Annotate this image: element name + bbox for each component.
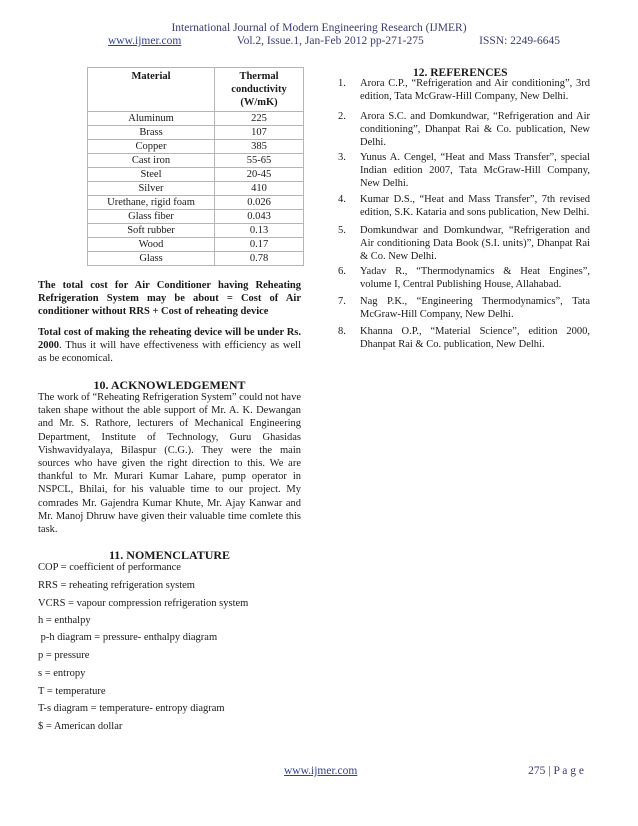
references-title: 12. REFERENCES: [413, 67, 508, 79]
table-cell-material: Steel: [88, 168, 215, 182]
table-cell-value: 107: [215, 126, 304, 140]
reference-number: 1.: [338, 78, 346, 89]
table-header-conductivity: [215, 68, 304, 112]
nomenclature-item: $ = American dollar: [38, 721, 123, 732]
table-cell-value: 0.026: [215, 196, 304, 210]
nomenclature-item: VCRS = vapour compression refrigeration system: [38, 598, 249, 609]
journal-issn: ISSN: 2249-6645: [479, 35, 560, 47]
table-cell-material: Glass: [88, 252, 215, 266]
table-cell-value: 20-45: [215, 168, 304, 182]
table-header-row: [88, 68, 304, 112]
journal-url-link[interactable]: www.ijmer.com: [108, 35, 182, 47]
reference-item: [338, 193, 590, 219]
reference-number: 4.: [338, 194, 346, 205]
table-row: [88, 140, 304, 154]
table-row: [88, 112, 304, 126]
reference-text: Kumar D.S., “Heat and Mass Transfer”, 7th revised edition, S.K. Kataria and sons publication, New Delhi.: [360, 194, 590, 219]
nomenclature-item: T-s diagram = temperature- entropy diagram: [38, 703, 225, 714]
journal-info-line: [108, 35, 560, 47]
reference-number: 5.: [338, 225, 346, 236]
table-row: [88, 196, 304, 210]
nomenclature-item: RRS = reheating refrigeration system: [38, 580, 195, 591]
total-cost-paragraph: The total cost for Air Conditioner having Reheating Refrigeration System may be about = Cost of Air conditioner without RRS + Cost of reheating device: [38, 280, 301, 318]
nomenclature-item: s = entropy: [38, 668, 86, 679]
thermal-conductivity-table: [87, 67, 304, 266]
table-row: [88, 210, 304, 224]
reference-number: 8.: [338, 326, 346, 337]
reference-text: Arora C.P., “Refrigeration and Air conditioning”, 3rd edition, Tata McGraw-Hill Company, New Delhi.: [360, 78, 590, 103]
table-cell-material: Brass: [88, 126, 215, 140]
footer-url-link[interactable]: www.ijmer.com: [284, 765, 358, 777]
reference-text: Arora S.C. and Domkundwar, “Refrigeration and Air conditioning”, Dhanpat Rai & Co. publication, New Delhi.: [360, 111, 590, 149]
reheating-cost-rest: . Thus it will have effectiveness with efficiency as well as be economical.: [38, 340, 301, 365]
reference-number: 3.: [338, 152, 346, 163]
table-row: [88, 252, 304, 266]
nomenclature-item: COP = coefficient of performance: [38, 562, 181, 573]
table-cell-value: 0.17: [215, 238, 304, 252]
reheating-cost-paragraph: [38, 326, 301, 366]
table-cell-material: Cast iron: [88, 154, 215, 168]
table-cell-value: 0.043: [215, 210, 304, 224]
table-row: [88, 126, 304, 140]
table-row: [88, 224, 304, 238]
nomenclature-item: T = temperature: [38, 686, 106, 697]
header-line-1: Thermal: [239, 71, 279, 82]
table-header-material: Material: [88, 68, 215, 112]
table-cell-material: Silver: [88, 182, 215, 196]
table-cell-value: 225: [215, 112, 304, 126]
reheating-cost-bold: Total cost of making the reheating device will be under Rs. 2000: [38, 327, 301, 352]
table-row: [88, 182, 304, 196]
table-row: [88, 154, 304, 168]
reference-item: [338, 110, 590, 150]
table-cell-material: Aluminum: [88, 112, 215, 126]
reference-item: [338, 151, 590, 191]
acknowledgement-title: 10. ACKNOWLEDGEMENT: [93, 378, 246, 392]
table-cell-material: Urethane, rigid foam: [88, 196, 215, 210]
table-cell-value: 55-65: [215, 154, 304, 168]
table-row: [88, 168, 304, 182]
journal-volume: Vol.2, Issue.1, Jan-Feb 2012 pp-271-275: [236, 35, 424, 47]
table-cell-value: 0.13: [215, 224, 304, 238]
table-row: [88, 238, 304, 252]
reference-number: 7.: [338, 296, 346, 307]
table-cell-material: Wood: [88, 238, 215, 252]
reference-item: [338, 295, 590, 321]
nomenclature-item: h = enthalpy: [38, 615, 91, 626]
table-cell-material: Copper: [88, 140, 215, 154]
header-line-3: (W/mK): [240, 97, 278, 108]
footer-page-number: 275 | P a g e: [528, 765, 584, 777]
reference-item: [338, 77, 590, 103]
header-line-2: conductivity: [231, 84, 287, 95]
nomenclature-item: p-h diagram = pressure- enthalpy diagram: [38, 632, 218, 643]
table-cell-value: 0.78: [215, 252, 304, 266]
acknowledgement-text: The work of “Reheating Refrigeration System” could not have taken shape without the able support of Mr. A. K. Dewangan and Mr. S. Rathore, lecturers of Mechanical Engineering Department, Institute of Technology, Guru Ghasidas Vishwavidyalaya, Bilaspur (C.G.). They were the main sources who have given the right direction to this. We are thankful to Mr. Murari Kumar Lahare, pump operator in NSPCL, Bhilai, for his valuable time to our project. My comrades Mr. Gajendra Kumar Khute, Mr. Ajay Kanwar and Mr. Manoj Dhruw have given their valuable time comlete this task.: [38, 392, 302, 536]
reference-text: Domkundwar and Domkundwar, “Refrigeration and Air conditioning Data Book (S.I. units)”, Dhanpat Rai & Co. New Delhi.: [360, 225, 590, 263]
reference-item: [338, 265, 590, 291]
table-cell-value: 385: [215, 140, 304, 154]
reference-text: Yadav R., “Thermodynamics & Heat Engines”, volume I, Central Publishing House, Allahabad.: [360, 266, 590, 291]
reference-text: Khanna O.P., “Material Science”, edition 2000, Dhanpat Rai & Co. publication, New Delhi.: [360, 326, 590, 351]
nomenclature-title: 11. NOMENCLATURE: [108, 548, 231, 562]
reference-item: [338, 224, 590, 264]
table-cell-value: 410: [215, 182, 304, 196]
table-cell-material: Glass fiber: [88, 210, 215, 224]
journal-title: International Journal of Modern Engineering Research (IJMER): [171, 22, 467, 34]
reference-text: Yunus A. Cengel, “Heat and Mass Transfer”, special Indian edition 2007, Tata McGraw-Hill Company, New Delhi.: [360, 152, 590, 190]
table-cell-material: Soft rubber: [88, 224, 215, 238]
reference-text: Nag P.K., “Engineering Thermodynamics”, Tata McGraw-Hill Company, New Delhi.: [360, 296, 590, 321]
reference-number: 2.: [338, 111, 346, 122]
reference-item: [338, 325, 590, 351]
reference-number: 6.: [338, 266, 346, 277]
nomenclature-item: p = pressure: [38, 650, 90, 661]
